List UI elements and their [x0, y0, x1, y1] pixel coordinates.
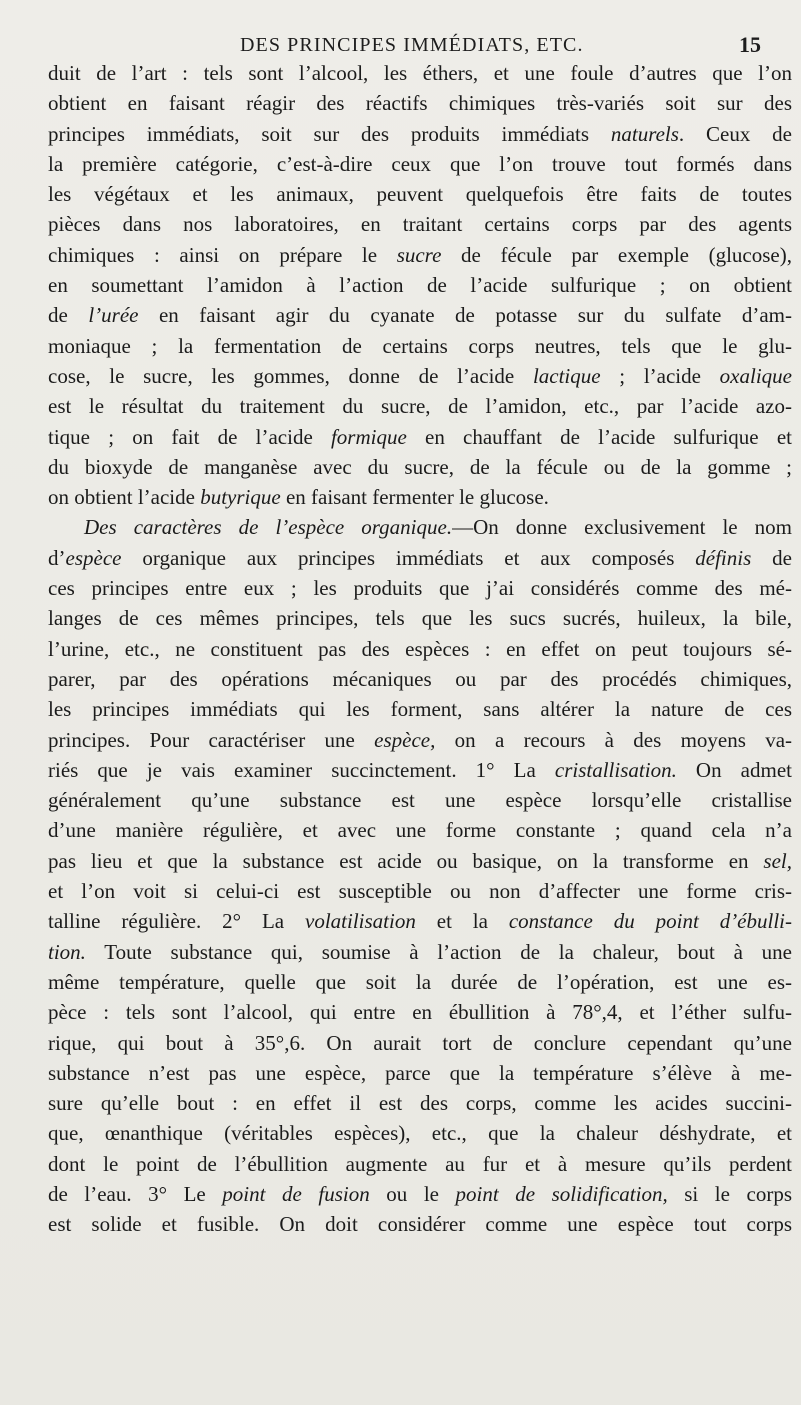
italic-text: constance du point d’ébulli-: [508, 909, 793, 934]
text-fragment: dont le point de l’ébullition augmente au fur et à mesure qu’ils perdent: [48, 1151, 792, 1176]
text-fragment: généralement qu’une substance est une espèce lorsqu’elle cristallise: [48, 788, 792, 813]
text-line: [48, 331, 792, 361]
text-line: [48, 937, 792, 967]
text-line: [48, 1088, 792, 1118]
text-fragment: principes immédiats, soit sur des produits immédiats: [48, 121, 611, 146]
text-line: [48, 300, 792, 330]
text-fragment: de: [751, 545, 792, 570]
text-fragment: cose, le sucre, les gommes, donne de l’acide: [48, 363, 533, 388]
text-line: [48, 785, 792, 815]
italic-text: oxalique: [719, 363, 792, 388]
text-fragment: duit de l’art : tels sont l’alcool, les éthers, et une foule d’autres que l’on: [48, 61, 792, 85]
italic-text: formique: [330, 424, 407, 449]
text-line: [48, 815, 792, 845]
text-line: [48, 422, 792, 452]
text-fragment: l’urine, etc., ne constituent pas des espèces : en effet on peut toujours sé-: [48, 636, 792, 661]
italic-text: butyrique: [200, 485, 281, 510]
text-line: [48, 209, 792, 239]
italic-text: espèce,: [374, 727, 436, 752]
text-fragment: riés que je vais examiner succinctement. 1° La: [48, 757, 555, 782]
italic-text: définis: [695, 545, 752, 570]
text-fragment: pèce : tels sont l’alcool, qui entre en ébullition à 78°,4, et l’éther sulfu-: [48, 1000, 792, 1025]
text-line: [48, 725, 792, 755]
italic-text: cristallisation.: [554, 757, 677, 782]
text-fragment: tique ; on fait de l’acide: [48, 424, 331, 449]
text-fragment: langes de ces mêmes principes, tels que les sucs sucrés, huileux, la bile,: [48, 606, 792, 631]
text-fragment: en faisant agir du cyanate de potasse sur du sulfate d’am-: [138, 303, 792, 328]
italic-text: l’urée: [88, 303, 139, 328]
text-fragment: on obtient l’acide: [48, 485, 201, 510]
text-fragment: les végétaux et les animaux, peuvent quelquefois être faits de toutes: [48, 182, 792, 207]
text-line: [48, 906, 792, 936]
text-fragment: de: [48, 303, 89, 328]
text-line: [48, 755, 792, 785]
text-fragment: est solide et fusible. On doit considérer comme une espèce tout corps: [48, 1212, 792, 1237]
text-line: [48, 88, 792, 118]
text-line: [48, 1149, 792, 1179]
text-line: [48, 1209, 792, 1239]
text-line: [48, 603, 792, 633]
text-fragment: organique aux principes immédiats et aux composés: [121, 545, 696, 570]
text-line: [48, 391, 792, 421]
text-line: [48, 543, 792, 573]
text-fragment: chimiques : ainsi on prépare le: [48, 242, 397, 267]
text-fragment: de l’eau. 3° Le: [48, 1181, 223, 1206]
text-line: [48, 119, 792, 149]
text-line: [48, 967, 792, 997]
text-fragment: on a recours à des moyens va-: [435, 727, 793, 752]
text-line: [48, 512, 792, 542]
text-fragment: substance n’est pas une espèce, parce que la température s’élève à me-: [48, 1060, 792, 1085]
text-fragment: . Ceux de: [678, 121, 792, 146]
text-line: [48, 664, 792, 694]
text-fragment: sure qu’elle bout : en effet il est des corps, comme les acides succini-: [48, 1091, 792, 1116]
text-line: [48, 482, 792, 512]
text-line: [48, 149, 792, 179]
text-fragment: obtient en faisant réagir des réactifs chimiques très-variés soit sur des: [48, 91, 792, 116]
text-fragment: est le résultat du traitement du sucre, de l’amidon, etc., par l’acide azo-: [48, 394, 792, 419]
italic-text: lactique: [532, 363, 601, 388]
text-line: [48, 1179, 792, 1209]
text-line: [48, 876, 792, 906]
text-line: [48, 270, 792, 300]
text-line: [48, 361, 792, 391]
text-fragment: parer, par des opérations mécaniques ou par des procédés chimiques,: [48, 666, 792, 691]
text-fragment: On admet: [676, 757, 792, 782]
text-fragment: que, œnanthique (véritables espèces), etc., que la chaleur déshydrate, et: [48, 1121, 792, 1146]
text-line: [48, 452, 792, 482]
italic-text: sucre: [396, 242, 442, 267]
text-fragment: moniaque ; la fermentation de certains corps neutres, tels que le glu-: [48, 333, 792, 358]
text-line: [48, 997, 792, 1027]
body-text: [48, 58, 792, 1240]
italic-text: espèce: [65, 545, 122, 570]
page-number: 15: [739, 32, 761, 57]
text-line: [48, 179, 792, 209]
text-fragment: ou le: [369, 1181, 456, 1206]
text-fragment: en soumettant l’amidon à l’action de l’acide sulfurique ; on obtient: [48, 273, 792, 298]
text-fragment: en faisant fermenter le glucose.: [280, 485, 549, 510]
text-fragment: en chauffant de l’acide sulfurique et: [406, 424, 792, 449]
text-fragment: d’une manière régulière, et avec une forme constante ; quand cela n’a: [48, 818, 792, 843]
text-fragment: la première catégorie, c’est-à-dire ceux que l’on trouve tout formés dans: [48, 151, 792, 176]
text-fragment: rique, qui bout à 35°,6. On aurait tort de conclure cependant qu’une: [48, 1030, 792, 1055]
text-line: [48, 58, 792, 88]
text-fragment: et la: [415, 909, 509, 934]
italic-text: volatilisation: [305, 909, 416, 934]
text-fragment: de fécule par exemple (glucose),: [441, 242, 792, 267]
text-fragment: ; l’acide: [600, 363, 720, 388]
text-fragment: talline régulière. 2° La: [48, 909, 305, 934]
text-fragment: —On donne exclusivement le nom: [452, 515, 792, 540]
italic-text: point de solidification,: [455, 1181, 668, 1206]
italic-text: point de fusion: [222, 1181, 370, 1206]
text-line: [48, 1118, 792, 1148]
text-fragment: ces principes entre eux ; les produits que j’ai considérés comme des mé-: [48, 576, 792, 601]
text-line: [48, 1028, 792, 1058]
text-line: [48, 634, 792, 664]
running-head: DES PRINCIPES IMMÉDIATS, ETC.: [240, 34, 584, 56]
text-fragment: même température, quelle que soit la durée de l’opération, est une es-: [48, 969, 792, 994]
text-fragment: pièces dans nos laboratoires, en traitant certains corps par des agents: [48, 212, 792, 237]
text-fragment: pas lieu et que la substance est acide ou basique, on la transforme en: [48, 848, 764, 873]
text-fragment: Toute substance qui, soumise à l’action de la chaleur, bout à une: [85, 939, 792, 964]
italic-text: tion.: [48, 939, 86, 964]
text-line: [48, 573, 792, 603]
text-fragment: et l’on voit si celui-ci est susceptible ou non d’affecter une forme cris-: [48, 879, 792, 904]
text-line: [48, 846, 792, 876]
text-fragment: principes. Pour caractériser une: [48, 727, 375, 752]
italic-text: sel,: [763, 848, 792, 873]
text-fragment: les principes immédiats qui les forment, sans altérer la nature de ces: [48, 697, 792, 722]
text-fragment: du bioxyde de manganèse avec du sucre, de la fécule ou de la gomme ;: [48, 454, 792, 479]
text-line: [48, 240, 792, 270]
text-line: [48, 1058, 792, 1088]
italic-text: Des caractères de l’espèce organique.: [84, 515, 453, 540]
text-fragment: si le corps: [667, 1181, 792, 1206]
italic-text: naturels: [610, 121, 679, 146]
text-fragment: d’: [48, 545, 66, 570]
text-line: [48, 694, 792, 724]
